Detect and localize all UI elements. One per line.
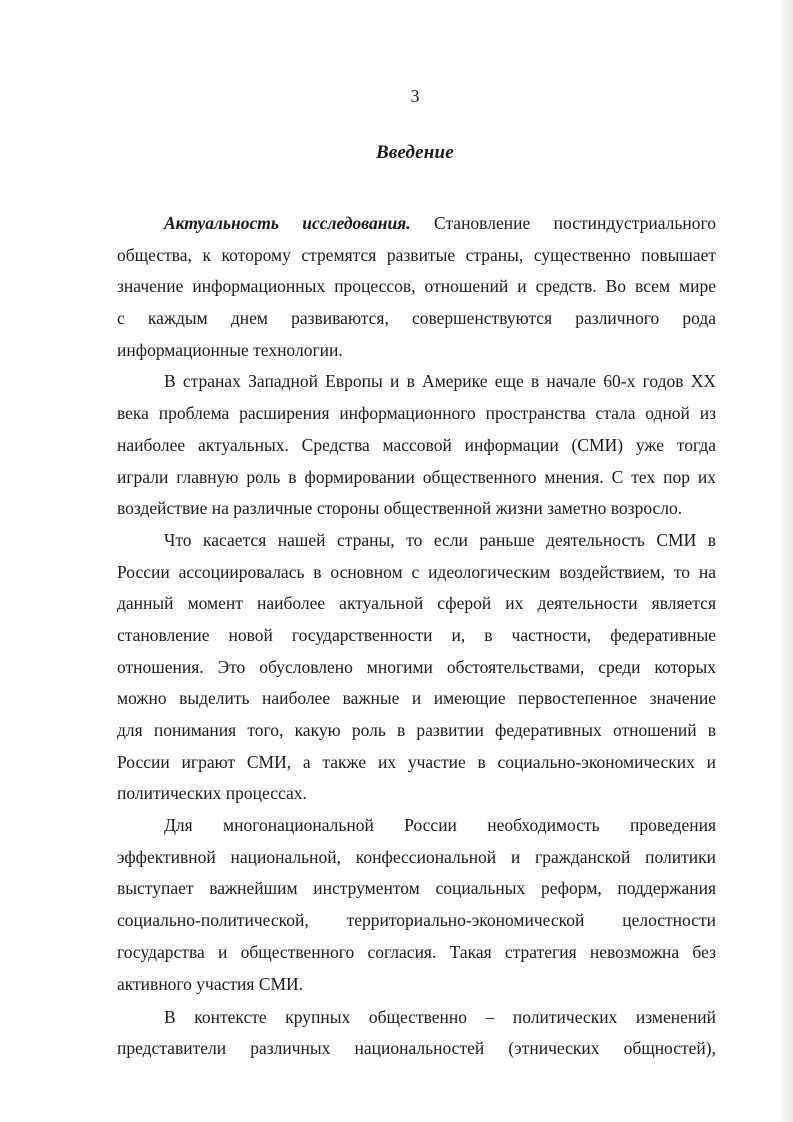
text-line: данный момент наиболее актуальной сферой их деятельности является [117,593,716,614]
text-line: социально-политической, территориально-экономической целостности [117,910,716,931]
emphasized-lead: Актуальность исследования. [164,213,411,233]
text-line: В странах Западной Европы и в Америке еще в начале 60-х годов XX [164,371,716,392]
text-line: можно выделить наиболее важные и имеющие первостепенное значение [117,688,716,709]
text-line: наиболее актуальных. Средства массовой информации (СМИ) уже тогда [117,434,716,455]
text-line: России играют СМИ, а также их участие в социально-экономических и [117,751,716,772]
page-number: 3 [410,86,420,106]
text-line: с каждым днем развиваются, совершенствуются различного рода [117,308,716,329]
page-edge-shadow [779,0,793,1122]
section-title: Введение [376,142,454,163]
text-line: Что касается нашей страны, то если раньше деятельность СМИ в [164,529,716,550]
text-line: активного участия СМИ. [117,973,304,994]
text-line: для понимания того, какую роль в развитии федеративных отношений в [117,720,716,740]
text-line: выступает важнейшим инструментом социальных реформ, поддержания [117,878,716,899]
text-line: значение информационных процессов, отношений и средств. Во всем мире [117,276,716,297]
text-line: политических процессах. [117,783,307,804]
text-line: Для многонациональной России необходимость проведения [164,815,716,836]
text-line: века проблема расширения информационного пространства стала одной из [117,403,716,424]
text-line: отношения. Это обусловлено многими обстоятельствами, среди которых [117,656,716,677]
text-line: становление новой государственности и, в частности, федеративные [117,624,716,645]
text-line: Актуальность исследования. Становление постиндустриального [164,213,716,233]
text-line: информационные технологии. [117,339,343,360]
text-line: общества, к которому стремятся развитые страны, существенно повышает [117,244,716,265]
text-line: играли главную роль в формировании общественного мнения. С тех пор их [117,466,716,487]
text-line: представители различных национальностей (этнических общностей), [117,1038,716,1059]
text-line: государства и общественного согласия. Такая стратегия невозможна без [117,941,716,962]
text-line: В контексте крупных общественно – политических изменений [164,1006,716,1027]
body-text [117,208,716,1065]
text-line: воздействие на различные стороны общественной жизни заметно возросло. [117,498,683,519]
text-line: России ассоциировалась в основном с идеологическим воздействием, то на [117,561,716,582]
text-line: эффективной национальной, конфессиональной и гражданской политики [117,846,716,867]
